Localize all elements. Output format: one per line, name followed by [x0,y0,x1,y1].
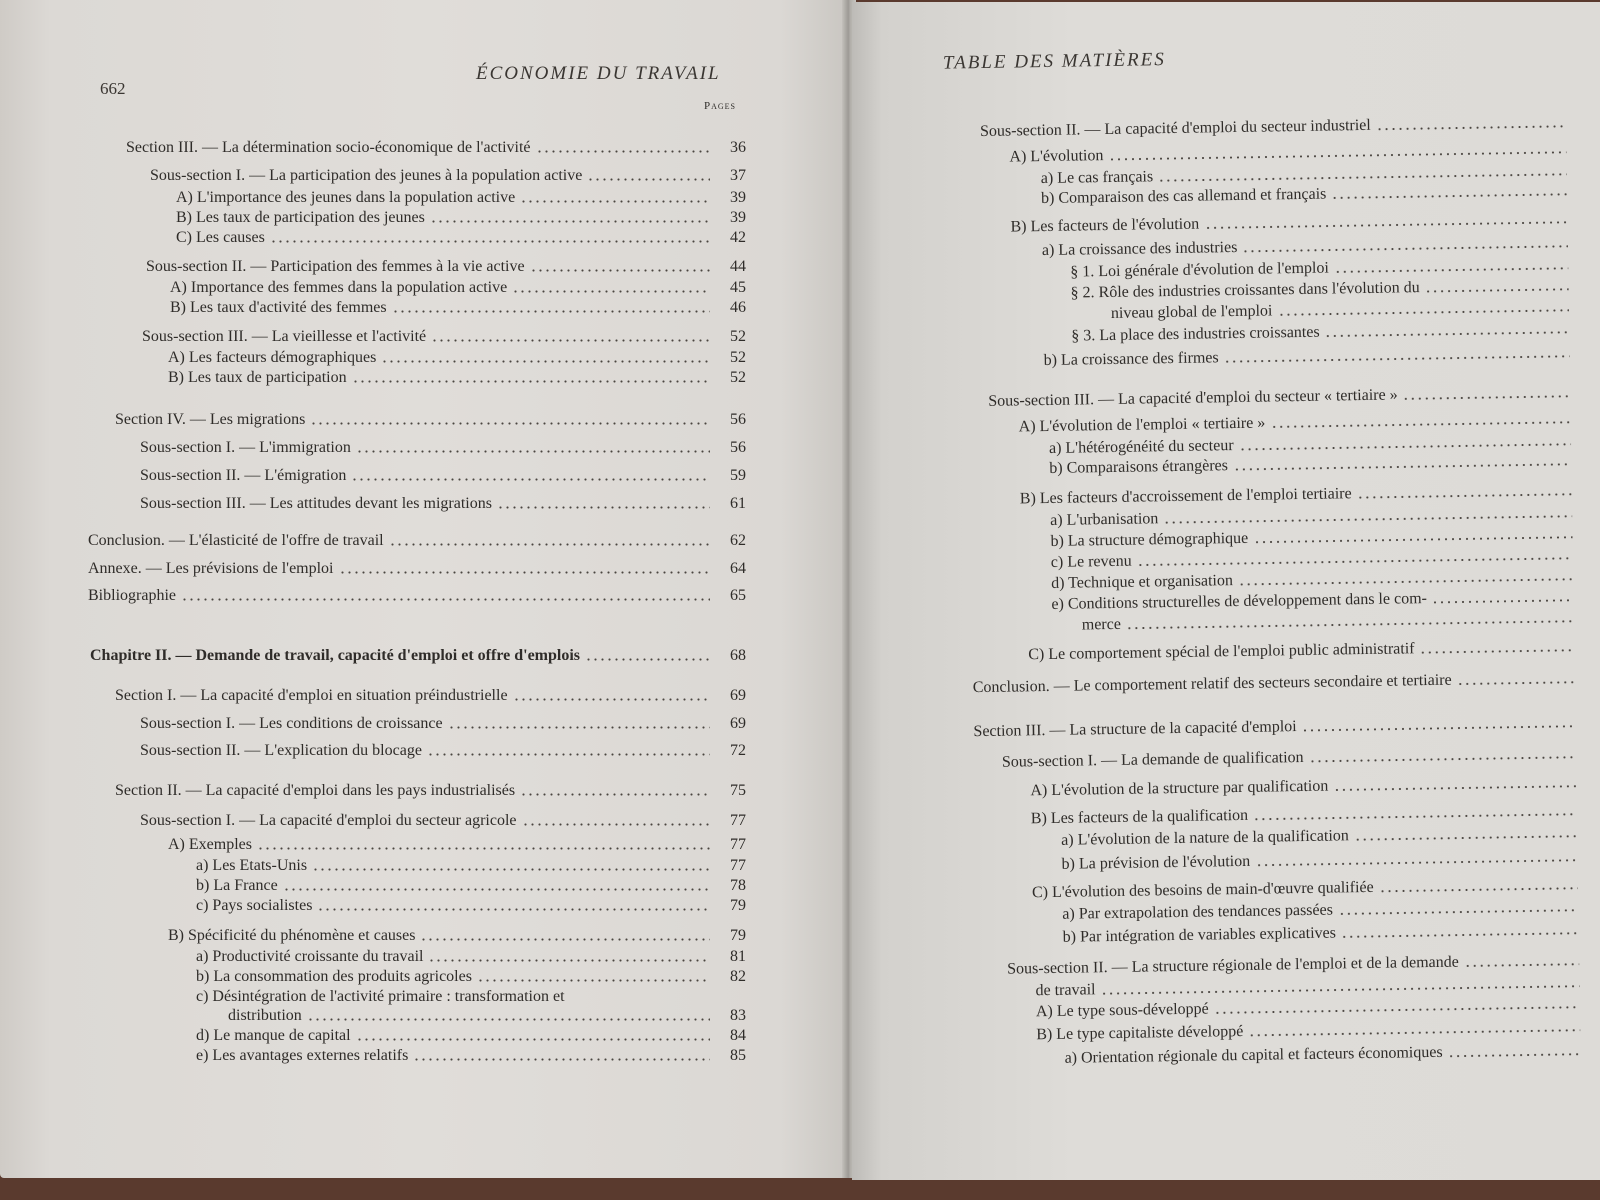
toc-entry-title: b) La consommation des produits agricoles [196,968,472,985]
dot-leader [270,240,710,243]
toc-entry-page: 82 [730,968,746,985]
toc-entry [115,410,746,430]
toc-entry-title: Sous-section II. — Participation des femmes à la vie active [146,258,525,275]
dot-leader [1309,756,1576,763]
dot-leader [1403,395,1571,401]
toc-entry [146,257,746,277]
dot-leader [356,450,710,453]
page-number: 662 [100,79,126,98]
toc-entry-page: 69 [730,715,746,732]
dot-leader [351,478,710,481]
dot-leader [312,868,710,871]
dot-leader [513,698,710,701]
toc-entry-title: Section III. — La détermination socio-économique de l'activité [126,139,531,156]
toc-entry-title: c) Le revenu [1050,552,1132,571]
dot-leader [356,1038,710,1041]
toc-entry-title: b) La croissance des firmes [1043,349,1219,370]
toc-entry [115,686,746,706]
toc-entry [88,559,746,579]
toc-entry-title: A) Exemples [168,836,252,853]
toc-entry-title: b) La France [196,877,278,894]
dot-leader [587,178,710,181]
toc-entry-page: 39 [730,189,746,206]
toc-entry-title: Sous-section I. — L'immigration [140,439,351,456]
toc-entry-page: 61 [730,495,746,512]
dot-leader [1108,151,1566,161]
toc-entry-title: b) La structure démographique [1050,529,1249,550]
toc-entry-title: B) Les facteurs de la qualification [1030,806,1249,828]
dot-leader [1163,515,1572,524]
dot-leader [392,310,710,313]
toc-entry-title: Sous-section I. — Les conditions de croissance [140,715,443,732]
dot-leader [389,543,710,546]
toc-entry-page: 79 [730,927,746,944]
toc-entry [196,987,565,1007]
toc-entry-page: 84 [730,1027,746,1044]
toc-entry [170,278,746,298]
toc-entry-page: 37 [730,167,746,184]
dot-leader [283,888,710,891]
dot-leader [181,598,710,601]
toc-entry-title: a) L'évolution de la nature de la qualification [1061,827,1349,849]
toc-entry [168,835,746,855]
dot-leader [1253,813,1577,821]
toc-entry-title: Sous-section I. — La capacité d'emploi du secteur agricole [140,812,517,829]
toc-entry [170,298,746,318]
dot-leader [1464,963,1579,968]
toc-entry-title: b) Comparaison des cas allemand et français [1040,185,1327,208]
dot-leader [1239,443,1571,451]
toc-entry-title: A) L'évolution de l'emploi « tertiaire » [1018,414,1266,436]
toc-entry-title: Bibliographie [88,587,176,604]
dot-leader [1325,331,1570,338]
dot-leader [477,979,710,982]
dot-leader [1457,681,1575,686]
dot-leader [1126,620,1574,630]
toc-entry-title: Sous-section I. — La participation des jeunes à la population active [150,167,583,184]
toc-entry-title: C) L'évolution des besoins de main-d'œuvre qualifiée [1031,878,1374,902]
dot-leader [339,571,711,574]
dot-leader [1357,493,1572,499]
dot-leader [257,847,710,850]
toc-entry-page: 69 [730,687,746,704]
toc-entry [90,646,746,666]
toc-entry [140,714,746,734]
toc-entry [988,383,1576,412]
dot-leader [1255,859,1577,867]
toc-entry [973,713,1581,743]
toc-entry-title: § 2. Rôle des industries croissantes dans l'évolution du [1070,279,1420,302]
dot-leader [1338,909,1578,916]
toc-entry-title: Sous-section II. — L'émigration [140,467,347,484]
toc-entry [140,741,746,761]
toc-entry-page: 36 [730,139,746,156]
toc-entry-title: A) Importance des femmes dans la population active [170,279,508,296]
toc-entry-title: Sous-section III. — La vieillesse et l'activité [142,328,427,345]
toc-entry-page: 83 [730,1007,746,1024]
dot-leader [585,658,710,661]
toc-entry-title: Section II. — La capacité d'emploi dans les pays industrialisés [115,782,516,799]
toc-entry-page: 45 [730,279,746,296]
toc-entry-page: 56 [730,411,746,428]
toc-entry-title: A) Les facteurs démographiques [168,349,377,366]
toc-entry-title: b) Comparaisons étrangères [1049,457,1229,477]
dot-leader [310,422,710,425]
toc-entry [196,856,746,876]
dot-leader [1248,1029,1580,1037]
toc-entry-title: de travail [1035,981,1096,1000]
dot-leader [420,938,710,941]
dot-leader [1224,355,1570,363]
toc-entry-title: Annexe. — Les prévisions de l'emploi [88,560,334,577]
toc-entry-page: 85 [730,1047,746,1064]
toc-entry [196,1046,746,1066]
dot-leader [431,339,710,342]
toc-entry-title: B) Le type capitaliste développé [1036,1022,1244,1044]
toc-entry-title: Sous-section II. — La capacité d'emploi du secteur industriel [979,116,1371,141]
toc-entry [168,348,746,368]
dot-leader [520,200,710,203]
dot-leader [1242,245,1568,253]
dot-leader [512,290,710,293]
toc-entry-page: 52 [730,369,746,386]
toc-entry-title: b) La prévision de l'évolution [1061,852,1251,873]
toc-entry-title: B) Les facteurs d'accroissement de l'emploi tertiaire [1019,485,1352,508]
toc-entry-title: distribution [228,1007,302,1024]
toc-entry [196,876,746,896]
toc-entry [1063,920,1585,948]
toc-entry-page: 52 [730,328,746,345]
dot-leader [381,360,710,363]
toc-entry-page: 81 [730,948,746,965]
dot-leader [1277,309,1568,317]
toc-entry-title: niveau global de l'emploi [1110,302,1273,322]
toc-entry-page: 59 [730,467,746,484]
toc-entry-title: a) Les Etats-Unis [196,857,308,874]
dot-leader [1137,557,1573,567]
toc-entry [176,228,746,248]
toc-entry-title: A) Le type sous-développé [1035,1000,1209,1021]
toc-entry-page: 79 [730,897,746,914]
dot-leader [1233,463,1571,471]
dot-leader [448,726,710,729]
pages-label: Pages [704,100,737,112]
dot-leader [317,908,710,911]
toc-entry [115,781,746,801]
toc-entry-page: 42 [730,229,746,246]
dot-leader [520,793,710,796]
toc-entry-page: 64 [730,560,746,577]
toc-entry [1061,847,1583,875]
dot-leader [430,220,710,223]
toc-entry-title: Section I. — La capacité d'emploi en situation préindustrielle [115,687,508,704]
toc-entry-title: c) Pays socialistes [196,897,313,914]
toc-entry-title: C) Le comportement spécial de l'emploi public administratif [1028,640,1415,664]
toc-entry-title: A) L'évolution de la structure par qualification [1030,777,1329,800]
toc-entry [126,138,746,158]
toc-entry-title: A) L'évolution [1009,147,1104,166]
toc-entry [88,586,746,606]
dot-leader [427,753,710,756]
toc-entry-title: § 3. La place des industries croissantes [1071,323,1320,345]
toc-entry [1028,637,1580,666]
dot-leader [1448,1053,1581,1058]
toc-entry-title: a) La croissance des industries [1041,238,1238,260]
toc-entry-title: B) Spécificité du phénomène et causes [168,927,416,944]
toc-entry-page: 44 [730,258,746,275]
toc-entry [88,531,746,551]
dot-leader [1333,785,1576,792]
toc-entry-title: c) Désintégration de l'activité primaire : transformation et [196,988,565,1005]
toc-entry-title: Section III. — La structure de la capacité d'emploi [973,718,1297,741]
dot-leader [428,959,710,962]
toc-entry-title: B) Les taux de participation [168,369,347,386]
right-page [852,2,1600,1180]
toc-entry-page: 77 [730,836,746,853]
toc-entry-title: a) L'hétérogénéité du secteur [1048,437,1234,457]
toc-entry [196,967,746,987]
dot-leader [307,1018,710,1021]
toc-entry [140,438,746,458]
toc-entry [142,327,746,347]
toc-entry-title: Sous-section I. — La demande de qualification [1001,749,1304,771]
toc-entry-page: 52 [730,349,746,366]
dot-leader [352,380,710,383]
toc-entry-page: 77 [730,812,746,829]
toc-entry-page: 75 [730,782,746,799]
toc-entry-page: 72 [730,742,746,759]
toc-entry-title: b) Par intégration de variables explicatives [1062,924,1337,946]
toc-entry-title: d) Le manque de capital [196,1027,351,1044]
toc-entry-page: 39 [730,209,746,226]
toc-entry-page: 46 [730,299,746,316]
toc-entry-title: Conclusion. — Le comportement relatif des secteurs secondaire et tertiaire [972,671,1452,697]
toc-entry-title: B) Les taux de participation des jeunes [176,209,425,226]
dot-leader [1331,193,1567,200]
toc-entry [1044,343,1576,371]
dot-leader [1334,267,1568,274]
toc-entry [140,494,746,514]
toc-entry [140,466,746,486]
dot-leader [1432,599,1574,604]
dot-leader [1341,932,1579,939]
toc-entry-title: Sous-section II. — La structure régionale de l'emploi et de la demande [1007,953,1459,978]
dot-leader [1214,1006,1580,1015]
dot-leader [1376,125,1566,131]
toc-entry-title: a) Le cas français [1040,168,1154,188]
toc-entry-title: B) Les taux d'activité des femmes [170,299,387,316]
toc-entry-title: § 1. Loi générale d'évolution de l'emploi [1070,259,1329,281]
toc-entry-title: A) L'importance des jeunes dans la population active [176,189,516,206]
toc-entry-title: Sous-section III. — La capacité d'emploi du secteur « tertiaire » [988,386,1398,410]
dot-leader [536,150,710,153]
toc-entry [150,166,746,186]
dot-leader [530,269,710,272]
toc-entry-page: 56 [730,439,746,456]
toc-entry-title: merce [1081,615,1122,634]
dot-leader [1302,725,1576,732]
dot-leader [1420,649,1575,654]
toc-entry-title: B) Les facteurs de l'évolution [1010,215,1200,236]
toc-entry-title: Chapitre II. — Demande de travail, capacité d'emploi et offre d'emplois [90,647,581,664]
dot-leader [1270,421,1570,429]
toc-entry [168,368,746,388]
toc-entry-page: 62 [730,532,746,549]
toc-entry [176,188,746,208]
dot-leader [1425,288,1569,293]
dot-leader [1253,536,1572,544]
toc-entry [1064,1041,1586,1069]
dot-leader [522,823,710,826]
toc-entry-title: a) L'urbanisation [1050,510,1159,529]
toc-entry-title: a) Orientation régionale du capital et facteurs économiques [1064,1043,1443,1067]
toc-entry [140,811,746,831]
running-title-right: TABLE DES MATIÈRES [942,49,1166,74]
dot-leader [497,506,710,509]
dot-leader [413,1058,710,1061]
toc-entry [176,208,746,228]
toc-entry-page: 68 [730,647,746,664]
toc-entry [196,1026,746,1046]
toc-entry-title: C) Les causes [176,229,265,246]
toc-entry-title: Section IV. — Les migrations [115,411,306,428]
toc-entry-title: a) Productivité croissante du travail [196,948,424,965]
toc-entry-page: 78 [730,877,746,894]
toc-entry [1030,773,1582,802]
toc-entry [1002,744,1582,773]
toc-entry-title: Conclusion. — L'élasticité de l'offre de travail [88,532,384,549]
toc-entry [168,926,746,946]
toc-entry-title: e) Conditions structurelles de développement dans le com- [1051,590,1428,613]
toc-entry-title: Sous-section III. — Les attitudes devant les migrations [140,495,492,512]
toc-entry [196,896,746,916]
dot-leader [1204,221,1567,230]
toc-entry [973,669,1581,699]
dot-leader [1354,835,1577,842]
toc-entry [980,113,1572,142]
dot-leader [1101,985,1580,996]
toc-entry-page: 65 [730,587,746,604]
toc-entry [196,947,746,967]
toc-entry-title: d) Technique et organisation [1051,572,1234,592]
toc-entry-page: 77 [730,857,746,874]
toc-entry [228,1006,746,1026]
toc-entry-title: Sous-section II. — L'explication du blocage [140,742,422,759]
running-title: ÉCONOMIE DU TRAVAIL [476,63,721,84]
dot-leader [1238,578,1573,586]
toc-entry-title: a) Par extrapolation des tendances passées [1062,901,1334,923]
toc-entry-title: e) Les avantages externes relatifs [196,1047,409,1064]
dot-leader [1379,887,1578,893]
